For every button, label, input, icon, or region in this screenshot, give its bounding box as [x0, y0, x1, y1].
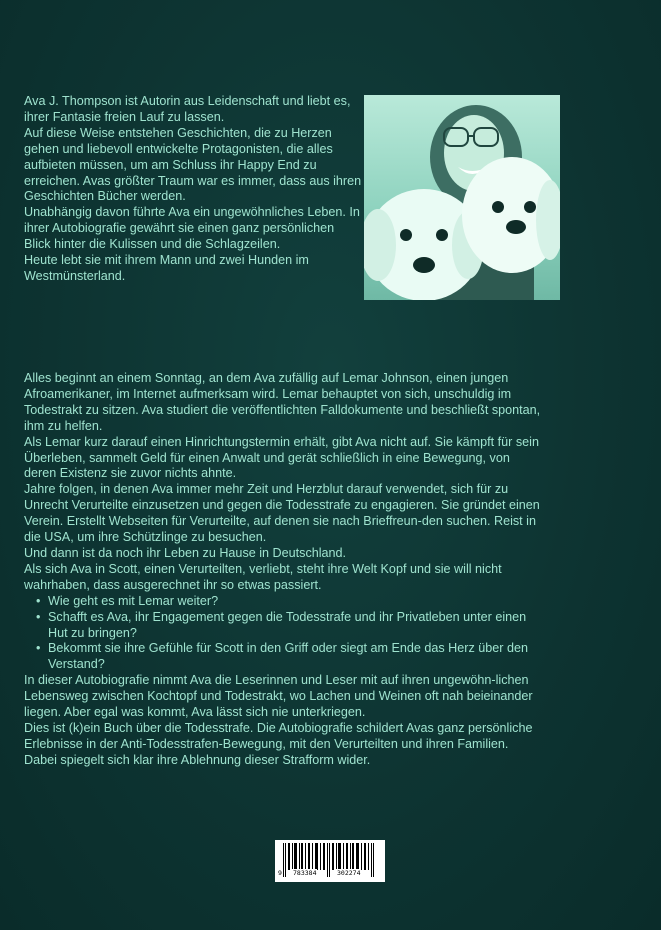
- author-photo: [364, 95, 560, 300]
- author-bio: [24, 94, 364, 285]
- blurb-paragraph: Dies ist (k)ein Buch über die Todesstrafe. Die Autobiografie schildert Avas ganz persönliche Erlebnisse in der Anti-Todesstrafen-Bewegung, mit den Verurteilten und ihren Familien. Dabei spiegelt sich klar ihre Ablehnung dieser Strafform wider.: [24, 720, 533, 767]
- question-list: [24, 594, 544, 674]
- barcode-group-1: 783384: [293, 869, 317, 877]
- author-with-dogs-illustration: [364, 95, 560, 300]
- blurb-paragraph: Als sich Ava in Scott, einen Verurteilten, verliebt, steht ihre Welt Kopf und sie will nicht wahrhaben, dass ausgerechnet ihr so etwas passiert.: [24, 561, 502, 592]
- blurb-paragraph: Jahre folgen, in denen Ava immer mehr Zeit und Herzblut darauf verwendet, sich für zu Unrecht Verurteilte einzusetzen und gegen die Todesstrafe zu engagieren. Sie gründet einen Verein. Erstellt Webseiten für Verurteilte, auf denen sie nach Brieffreun-den suchen. Reist in die USA, um ihre Schützlinge zu besuchen.: [24, 482, 540, 545]
- bio-paragraph: Unabhängig davon führte Ava ein ungewöhnliches Leben. In ihrer Autobiografie gewährt sie einen ganz persönlichen Blick hinter die Kulissen und die Schlagzeilen.: [24, 205, 360, 252]
- question-item: • Schafft es Ava, ihr Engagement gegen die Todesstrafe und ihr Privatleben unter einen Hut zu bringen?: [24, 610, 544, 642]
- isbn-barcode: [275, 840, 385, 882]
- blurb-paragraph: Und dann ist da noch ihr Leben zu Hause in Deutschland.: [24, 545, 347, 560]
- question-item: • Wie geht es mit Lemar weiter?: [24, 594, 544, 610]
- barcode-prefix: 9: [278, 869, 282, 877]
- question-item: • Bekommt sie ihre Gefühle für Scott in den Griff oder siegt am Ende das Herz über den Verstand?: [24, 641, 544, 673]
- bio-paragraph: Ava J. Thompson ist Autorin aus Leidenschaft und liebt es, ihrer Fantasie freien Lauf zu lassen.: [24, 94, 351, 124]
- bio-paragraph: Auf diese Weise entstehen Geschichten, die zu Herzen gehen und liebevoll entwickelte Protagonisten, die alles aufbieten müssen, um am Schluss ihr Happy End zu erreichen. Avas größter Traum war es immer, dass aus ihren Geschichten Bücher werden.: [24, 125, 362, 204]
- blurb-paragraph: Als Lemar kurz darauf einen Hinrichtungstermin erhält, gibt Ava nicht auf. Sie kämpft für sein Überleben, sammelt Geld für einen Anwalt und gerät schließlich in eine Bewegung, von deren Existenz sie zuvor nichts ahnte.: [24, 434, 539, 481]
- blurb-paragraph: Alles beginnt an einem Sonntag, an dem Ava zufällig auf Lemar Johnson, einen jungen Afroamerikaner, im Internet aufmerksam wird. Lemar behauptet von sich, unschuldig im Todestrakt zu sitzen. Ava studiert die veröffentlichten Falldokumente und beschließt spontan, ihm zu helfen.: [24, 371, 541, 433]
- blurb-paragraph: In dieser Autobiografie nimmt Ava die Leserinnen und Leser mit auf ihren ungewöhn-lichen Lebensweg zwischen Kochtopf und Todestrakt, wo Lachen und Weinen oft nah beieinander liegen. Aber egal was kommt, Ava lässt sich nie unterkriegen.: [24, 673, 533, 720]
- barcode-group-2: 302274: [337, 869, 361, 877]
- bio-paragraph: Heute lebt sie mit ihrem Mann und zwei Hunden im Westmünsterland.: [24, 253, 309, 283]
- barcode-digits: [275, 869, 385, 881]
- back-cover-blurb: [24, 371, 544, 769]
